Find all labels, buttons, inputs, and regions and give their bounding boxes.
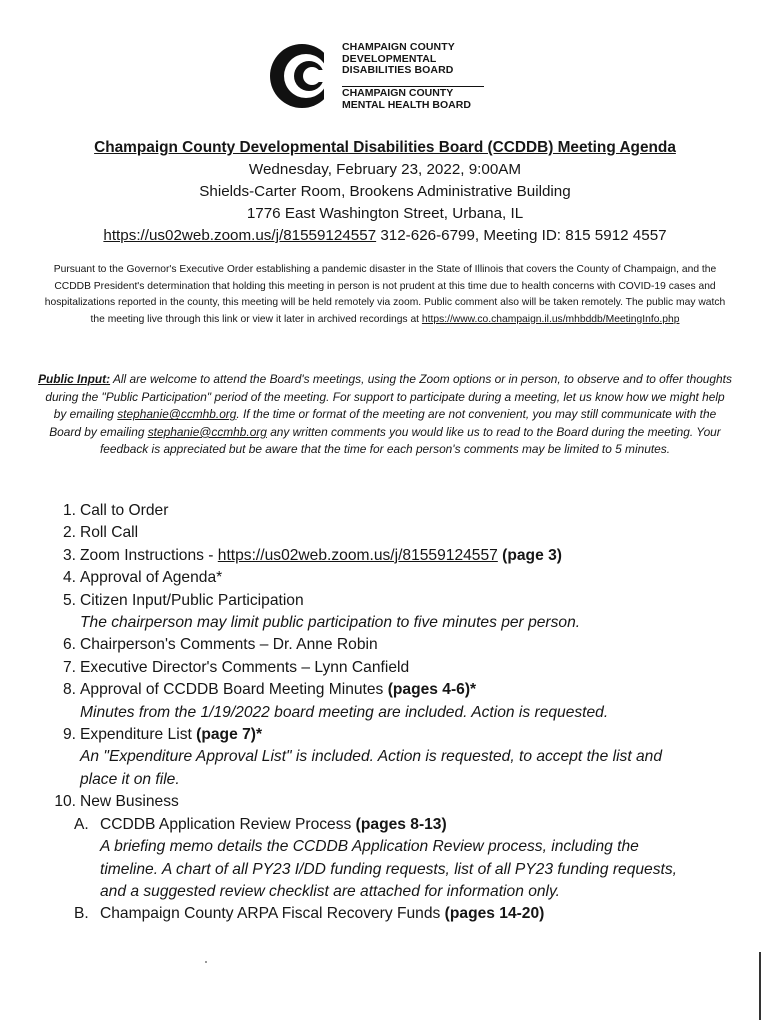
agenda-pages: (page 7)*	[196, 726, 263, 744]
zoom-info	[40, 225, 730, 247]
agenda-item	[50, 522, 730, 544]
zoom-phone: 312-626-6799, Meeting ID: 815 5912 4557	[376, 227, 667, 244]
agenda-pages: (pages 8-13)	[355, 815, 447, 833]
covid-notice	[42, 262, 728, 328]
agenda-list	[50, 500, 730, 926]
meeting-header	[40, 137, 730, 247]
logo-line: CHAMPAIGN COUNTY	[342, 41, 455, 53]
page-title: Champaign County Developmental Disabilities Board (CCDDB) Meeting Agenda	[94, 139, 676, 156]
meeting-address: 1776 East Washington Street, Urbana, IL	[246, 205, 524, 222]
cc-logo-icon	[268, 42, 336, 110]
agenda-item	[50, 679, 730, 701]
email-link[interactable]: stephanie@ccmhb.org	[117, 407, 237, 422]
agenda-subitem	[50, 814, 730, 836]
agenda-note: An "Expenditure Approval List" is included. Action is requested, to accept the list and	[80, 748, 663, 766]
agenda-label: Roll Call	[80, 524, 139, 542]
archive-link[interactable]: https://www.co.champaign.il.us/mhbddb/MeetingInfo.php	[421, 313, 680, 325]
agenda-note: Minutes from the 1/19/2022 board meeting are included. Action is requested.	[80, 703, 609, 721]
public-input-notice	[38, 371, 732, 459]
logo-text-ccddb	[342, 42, 455, 77]
agenda-number: 3.	[62, 546, 76, 564]
agenda-note: place it on file.	[80, 770, 180, 788]
zoom-instructions-link[interactable]: https://us02web.zoom.us/j/81559124557	[217, 546, 498, 564]
agenda-pages: (pages 14-20)	[444, 905, 545, 923]
agenda-number: 8.	[62, 681, 76, 699]
agenda-subnumber: A.	[74, 815, 89, 833]
agenda-label: Approval of Agenda*	[80, 569, 223, 587]
agenda-note: and a suggested review checklist are attached for information only.	[100, 882, 560, 900]
agenda-number: 4.	[62, 569, 76, 587]
agenda-label: Chairperson's Comments – Dr. Anne Robin	[80, 636, 378, 654]
agenda-item	[50, 634, 730, 656]
scan-speck	[205, 961, 207, 963]
meeting-room: Shields-Carter Room, Brookens Administrative Building	[199, 183, 571, 200]
agenda-number: 9.	[62, 726, 76, 744]
agenda-label: CCDDB Application Review Process	[100, 815, 356, 833]
scan-edge-line	[759, 952, 761, 1020]
logo-text-ccmhb	[342, 88, 471, 111]
agenda-item	[50, 567, 730, 589]
agenda-label: Zoom Instructions -	[80, 546, 218, 564]
agenda-pages: (pages 4-6)*	[387, 681, 477, 699]
agenda-number: 6.	[62, 636, 76, 654]
agenda-number: 7.	[62, 658, 76, 676]
logo-line: CHAMPAIGN COUNTY	[342, 87, 454, 99]
organization-logo	[268, 40, 498, 114]
agenda-subitem	[50, 903, 730, 925]
agenda-label: New Business	[80, 793, 179, 811]
agenda-label: Approval of CCDDB Board Meeting Minutes	[80, 681, 388, 699]
agenda-number: 5.	[62, 591, 76, 609]
agenda-label: Expenditure List	[80, 726, 197, 744]
agenda-item	[50, 791, 730, 813]
agenda-pages: (page 3)	[497, 546, 562, 564]
agenda-number: 1.	[62, 502, 76, 519]
agenda-subnumber: B.	[74, 905, 89, 923]
logo-line: MENTAL HEALTH BOARD	[342, 98, 471, 111]
agenda-note: timeline. A chart of all PY23 I/DD funding requests, list of all PY23 funding requests,	[100, 860, 677, 878]
zoom-link[interactable]: https://us02web.zoom.us/j/81559124557	[103, 227, 377, 244]
meeting-date: Wednesday, February 23, 2022, 9:00AM	[248, 161, 522, 178]
public-input-text: . If the time or format of the meeting are not convenient, you may still communicate with the Board by emailing	[49, 407, 717, 439]
agenda-number: 10.	[54, 793, 76, 811]
agenda-item	[50, 590, 730, 612]
agenda-item	[50, 545, 730, 567]
public-input-text: All are welcome to attend the Board's meetings, using the Zoom options or in person, to observe and to offer thoughts during the "Public Participation" period of the meeting. For support to participate during a meeting, let us know how we might help by emailing	[45, 372, 732, 422]
agenda-item	[50, 657, 730, 679]
logo-line: DEVELOPMENTAL	[342, 52, 437, 65]
logo-line: DISABILITIES BOARD	[342, 64, 454, 76]
email-link[interactable]: stephanie@ccmhb.org	[147, 424, 267, 439]
agenda-number: 2.	[62, 524, 76, 542]
agenda-label: Executive Director's Comments – Lynn Canfield	[80, 658, 410, 676]
public-input-text: any written comments you would like us to read to the Board during the meeting. Your feedback is appreciated but be aware that the time for each person's comments may be limited to 5 minutes.	[99, 424, 721, 457]
agenda-label: Call to Order	[80, 502, 169, 519]
agenda-label: Champaign County ARPA Fiscal Recovery Funds	[100, 905, 445, 923]
agenda-label: Citizen Input/Public Participation	[80, 591, 304, 609]
agenda-item	[50, 724, 730, 746]
agenda-item	[50, 500, 730, 522]
public-input-label: Public Input:	[38, 372, 111, 386]
agenda-note: A briefing memo details the CCDDB Application Review process, including the	[100, 838, 639, 856]
agenda-note: The chairperson may limit public participation to five minutes per person.	[80, 614, 581, 632]
covid-notice-text: Pursuant to the Governor's Executive Order establishing a pandemic disaster in the State of Illinois that covers the County of Champaign, and the CCDDB President's determination that holding this meeting in person is not prudent at this time due to health concerns with COVID-19 cases and hospitalizations reported in the county, this meeting will be held remotely via zoom. Public comment also will be taken remotely. The public may watch the meeting live through this link or view it later in archived recordings at	[44, 264, 726, 325]
